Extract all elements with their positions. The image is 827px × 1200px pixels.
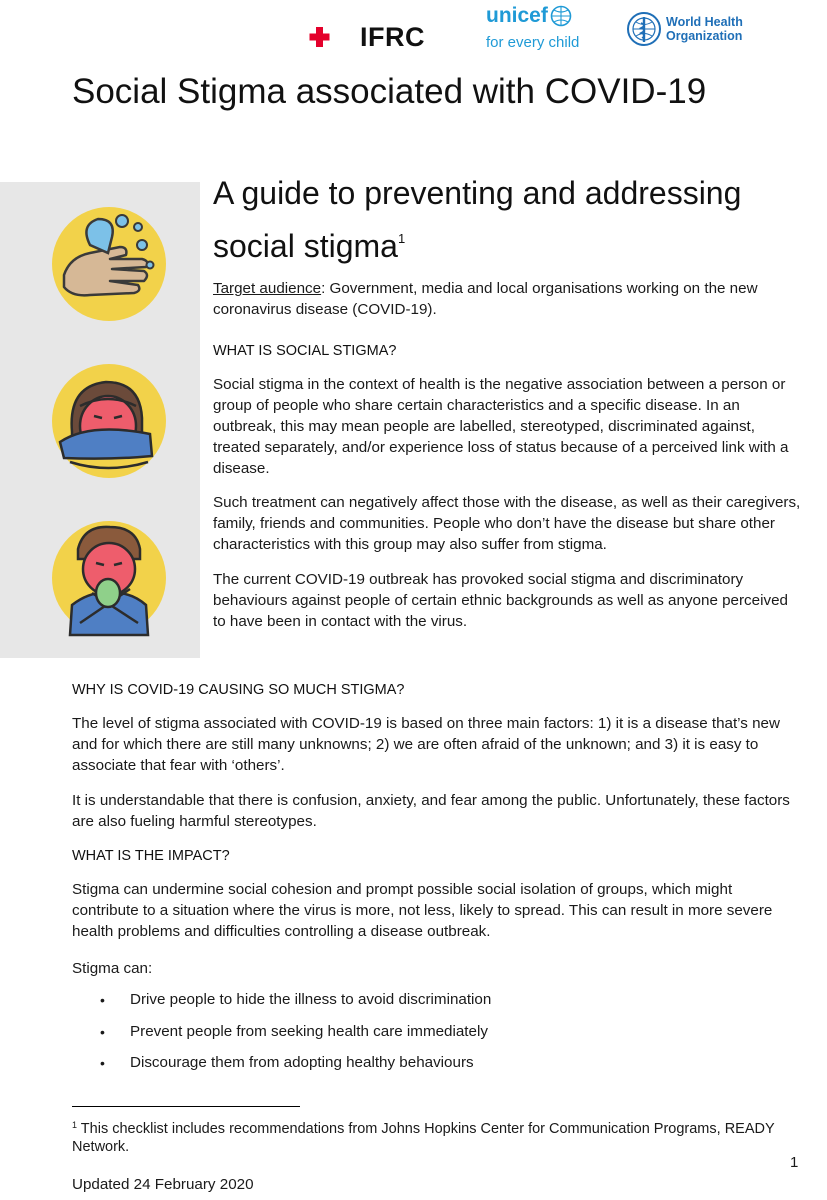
updated-date: Updated 24 February 2020 [72, 1176, 254, 1193]
paragraph: The level of stigma associated with COVID-19 is based on three main factors: 1) it is a disease that’s new and for which there are still many unknowns; 2) we are often afraid of the unknown; and 3) it is easy to associate that fear with ‘others’. [72, 715, 780, 774]
ifrc-logo [308, 22, 450, 52]
paragraph: Stigma can undermine social cohesion and prompt possible social isolation of groups, which might contribute to a situation where the virus is more, not less, likely to spread. This can result in more severe health problems and difficulties controlling a disease outbreak. [72, 881, 773, 940]
who-name-line1: World Health [666, 15, 743, 29]
paragraph: It is understandable that there is confusion, anxiety, and fear among the public. Unfortunately, these factors are also fueling harmful stereotypes. [72, 792, 790, 830]
document-title: Social Stigma associated with COVID-19 [72, 72, 707, 111]
unicef-wordmark: unicef [486, 4, 548, 27]
target-audience-text: : Government, media and local organisations working on the new coronavirus disease (COVID-19). [213, 280, 758, 318]
paragraph: The current COVID-19 outbreak has provoked social stigma and discriminatory behaviours against people of certain ethnic backgrounds as well as anyone perceived to have been in contact with the virus. [213, 571, 788, 630]
section-heading-impact: WHAT IS THE IMPACT? [72, 848, 230, 864]
list-item [100, 1023, 488, 1040]
target-audience [213, 278, 813, 320]
guide-heading-line2: social stigma [213, 228, 398, 264]
who-logo [626, 10, 746, 48]
paragraph: Social stigma in the context of health is the negative association between a person or group of people who share certain characteristics and a specific disease. In an outbreak, this may mean people are labelled, stereotyped, discriminated against, treated separately, and/or experience loss of status because of a perceived link with a disease. [213, 376, 789, 477]
sneezing-person-illustration [50, 362, 168, 480]
bullet-symbol: • [100, 991, 105, 1008]
unicef-globe-icon [550, 5, 572, 27]
red-cross-crescent-icon [308, 24, 356, 50]
guide-heading [213, 170, 813, 269]
paragraph: Such treatment can negatively affect those with the disease, as well as their caregivers, family, friends and communities. People who don’t have the disease but share other characteristics with this group may also suffer from stigma. [213, 494, 801, 553]
target-audience-label: Target audience [213, 280, 322, 297]
paragraph: Stigma can: [72, 960, 153, 977]
list-item-text: Discourage them from adopting healthy behaviours [130, 1054, 474, 1071]
list-item-text: Drive people to hide the illness to avoid discrimination [130, 991, 492, 1008]
ifrc-logo-text: IFRC [360, 21, 425, 52]
list-item-text: Prevent people from seeking health care immediately [130, 1023, 488, 1040]
unicef-tagline: for every child [486, 34, 580, 51]
coughing-person-illustration [50, 519, 168, 637]
who-name-line2: Organization [666, 29, 743, 43]
unicef-logo [486, 5, 586, 57]
list-item [100, 991, 491, 1008]
page-number: 1 [790, 1154, 799, 1171]
guide-heading-line1: A guide to preventing and addressing [213, 175, 742, 211]
list-item [100, 1054, 474, 1071]
footnote-text: This checklist includes recommendations from Johns Hopkins Center for Communication Programs, READY Network. [72, 1121, 775, 1155]
bullet-symbol: • [100, 1054, 105, 1071]
footnote-number: 1 [72, 1120, 78, 1130]
footnote [72, 1116, 792, 1156]
handwashing-illustration [50, 205, 168, 323]
who-emblem-icon [626, 11, 662, 47]
section-heading-why-stigma: WHY IS COVID-19 CAUSING SO MUCH STIGMA? [72, 682, 405, 698]
footnote-divider [72, 1106, 300, 1107]
bullet-symbol: • [100, 1023, 105, 1040]
section-heading-what-is-stigma: WHAT IS SOCIAL STIGMA? [213, 343, 397, 359]
footnote-ref[interactable]: 1 [397, 231, 406, 246]
illustration-panel [0, 182, 200, 658]
